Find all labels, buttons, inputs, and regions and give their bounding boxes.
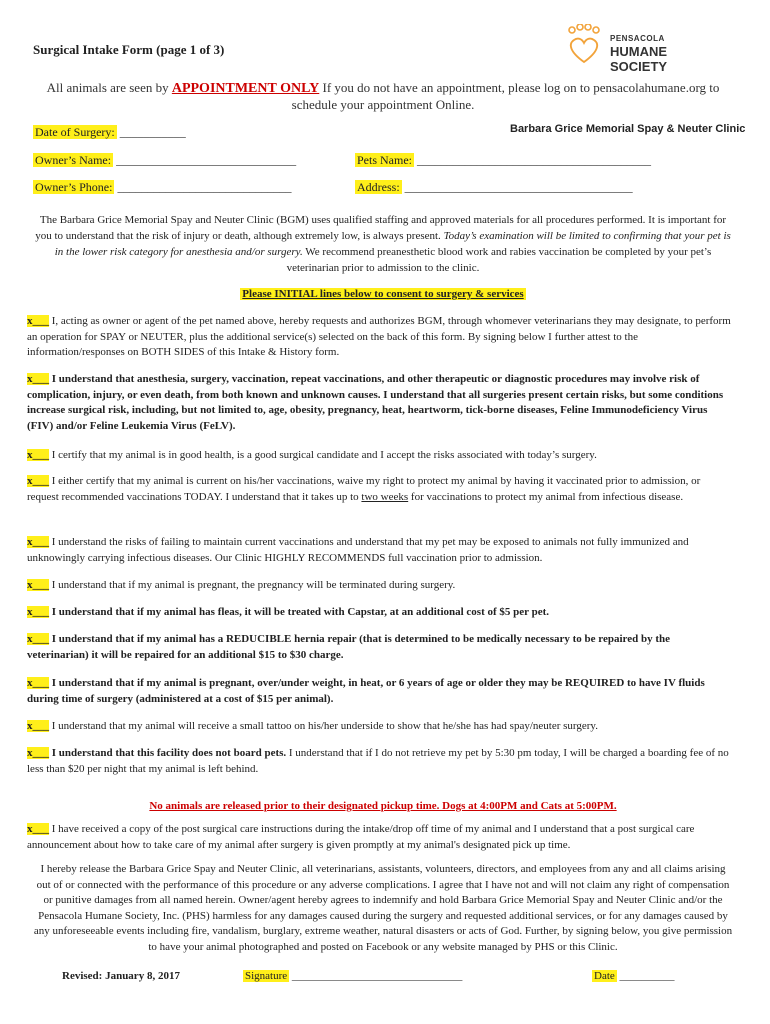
release-notice-wrap xyxy=(33,800,733,812)
owner-phone-blank: _____________________________ xyxy=(117,180,292,194)
logo-line2: HUMANE SOCIETY xyxy=(610,44,668,74)
initial-box[interactable]: x___ xyxy=(27,373,49,385)
owner-phone-field[interactable] xyxy=(33,180,291,195)
paw-heart-icon xyxy=(560,24,608,66)
consent-text: I understand that my animal will receive a small tattoo on his/her underside to show that he/she has had spay/neuter surgery. xyxy=(51,720,598,732)
initial-box[interactable]: x___ xyxy=(27,475,49,487)
consent-item-7 xyxy=(27,605,732,621)
appointment-only: APPOINTMENT ONLY xyxy=(171,81,320,96)
consent-item-2 xyxy=(27,372,732,434)
initial-box[interactable]: x___ xyxy=(27,536,49,548)
initial-box[interactable]: x___ xyxy=(27,633,49,645)
consent-text: I understand the risks of failing to maintain current vaccinations and understand that my pet may be exposed to animals not fully immunized and unknowingly carrying infectious diseases. Our Clinic HIGHLY RECOMMENDS full vaccination prior to admission. xyxy=(27,536,689,564)
consent-text: I understand that if my animal is pregnant, the pregnancy will be terminated during surgery. xyxy=(51,579,456,591)
consent-text-a: I understand that this facility does not board pets. xyxy=(51,747,287,759)
pets-name-label: Pets Name: xyxy=(357,153,412,167)
two-weeks-text: two weeks xyxy=(361,490,409,503)
form-title: Surgical Intake Form (page 1 of 3) xyxy=(33,42,225,57)
consent-text-a: I either certify that my animal is current on his/her vaccinations, waive my right to protect my animal by having it vaccinated prior to admission, or request recommended vaccinations TODAY. I understand that it takes up to xyxy=(27,475,701,503)
intro-part2: Today’s examination will be limited to confirming that your pet is in the lower risk category for anesthesia and/or surgery. xyxy=(54,230,731,258)
date-of-surgery-blank: ___________ xyxy=(119,125,186,139)
signature-field[interactable] xyxy=(243,970,462,982)
consent-text-b: for vaccinations to protect my animal from infectious disease. xyxy=(410,490,684,503)
pets-name-blank: _______________________________________ xyxy=(417,153,651,167)
release-notice: No animals are released prior to their designated pickup time. Dogs at 4:00PM and Cats at 5:00PM. xyxy=(149,800,617,812)
date-blank: __________ xyxy=(619,970,675,982)
appointment-prefix: All animals are seen by xyxy=(46,80,169,95)
consent-text: I understand that if my animal has fleas, it will be treated with Capstar, at an additional cost of $5 per pet. xyxy=(51,606,550,618)
date-field[interactable] xyxy=(592,970,675,982)
appointment-notice xyxy=(33,80,733,113)
signature-label: Signature xyxy=(245,970,288,982)
date-of-surgery-field[interactable] xyxy=(33,125,186,140)
clinic-name: Barbara Grice Memorial Spay & Neuter Clinic xyxy=(510,123,746,135)
consent-text: I understand that if my animal has a REDUCIBLE hernia repair (that is determined to be medically necessary to be repaired by the veterinarian) it will be repaired for an additional $15 to $30 charge. xyxy=(27,633,670,661)
initial-box[interactable]: x___ xyxy=(27,606,49,618)
consent-text: I understand that if my animal is pregnant, over/under weight, in heat, or 6 years of age or older they may be REQUIRED to have IV fluids during time of surgery (administered at a cost of $15 per animal). xyxy=(27,677,705,705)
post-care-text: I have received a copy of the post surgical care instructions during the intake/drop off time of my animal and I understand that a post surgical care announcement about how to take care of my animal after surgery is given promptly at my animal's designated pick up time. xyxy=(27,823,695,851)
consent-text: I, acting as owner or agent of the pet named above, hereby requests and authorizes BGM, through whomever veterinarians they may designate, to perform an operation for SPAY or NEUTER, plus the additional service(s) selected on the back of this form. By signing below I further attest to the information/responses on BOTH SIDES of this Intake & History form. xyxy=(27,315,731,358)
post-care-item xyxy=(27,822,732,853)
appointment-line2: schedule your appointment Online. xyxy=(291,97,475,112)
consent-text-b: I understand that if I do not retrieve my pet by 5:30 pm today, I will be charged a boarding fee of no less than $20 per night that my animal is left behind. xyxy=(27,747,729,775)
owner-name-field[interactable] xyxy=(33,153,296,168)
initial-box[interactable]: x___ xyxy=(27,579,49,591)
signature-blank: _______________________________ xyxy=(291,970,463,982)
consent-text: I certify that my animal is in good health, is a good surgical candidate and I accept the risks associated with today’s surgery. xyxy=(51,449,597,461)
consent-item-9 xyxy=(27,676,732,707)
date-of-surgery-label: Date of Surgery: xyxy=(35,125,115,139)
release-paragraph: I hereby release the Barbara Grice Spay and Neuter Clinic, all veterinarians, assistants, volunteers, directors, and employees from any and all claims arising out of or connected with the performance of this procedure or any adverse complications. I agree that I have not and will not claim any right of compensation or punitive damages from all named herein. Owner/agent hereby agrees to indemnify and hold Barbara Grice Memorial Spay and Neuter Clinic and/or the Pensacola Humane Society, Inc. (PHS) harmless for any damages caused during the surgery and requested additional services, or for any damages caused by any unforeseeable events including fire, vandalism, burglary, extreme weather, natural disasters or acts of God. Further, by signing below, you give permission to have your animal photographed and posted on Facebook or any website managed by PHS or this Clinic. xyxy=(33,863,733,953)
initial-box[interactable]: x___ xyxy=(27,677,49,689)
humane-society-logo xyxy=(560,24,720,74)
initial-banner-wrap xyxy=(33,288,733,300)
initial-box[interactable]: x___ xyxy=(27,720,49,732)
intro-part3: We recommend preanesthetic blood work and rabies vaccination be completed by your pet’s veterinarian prior to admission to the clinic. xyxy=(286,246,712,274)
revised-date: Revised: January 8, 2017 xyxy=(62,970,180,982)
address-field[interactable] xyxy=(355,180,633,195)
initial-box[interactable]: x___ xyxy=(27,747,49,759)
consent-item-1 xyxy=(27,314,732,361)
initial-box[interactable]: x___ xyxy=(27,449,49,461)
pets-name-field[interactable] xyxy=(355,153,651,168)
consent-item-5 xyxy=(27,535,732,566)
address-blank: ______________________________________ xyxy=(404,180,633,194)
intro-paragraph xyxy=(33,212,733,276)
owner-name-label: Owner’s Name: xyxy=(35,153,112,167)
consent-item-11 xyxy=(27,746,732,777)
consent-text: I understand that anesthesia, surgery, vaccination, repeat vaccinations, and other therapeutic or diagnostic procedures may involve risk of complication, injury, or even death, from both known and unknown causes. I understand that all surgeries present certain risks, but some conditions increase surgical risk, including, but not limited to, age, obesity, pregnancy, heat, heartworm, tick-borne diseases, Feline Immunodeficiency Virus (FIV) and/or Feline Leukemia Virus (FeLV). xyxy=(27,373,724,432)
consent-item-3 xyxy=(27,448,732,464)
owner-phone-label: Owner’s Phone: xyxy=(35,180,113,194)
date-label: Date xyxy=(594,970,615,982)
logo-line1: PENSACOLA xyxy=(610,34,665,43)
consent-item-8 xyxy=(27,632,732,663)
initial-box[interactable]: x___ xyxy=(27,315,49,327)
address-label: Address: xyxy=(357,180,400,194)
appointment-suffix: If you do not have an appointment, please log on to pensacolahumane.org to xyxy=(322,80,720,95)
intro-part1: The Barbara Grice Memorial Spay and Neuter Clinic (BGM) uses qualified staffing and approved materials for all procedures performed. It is important for you to understand that the risk of injury or death, although extremely low, is always present. xyxy=(35,214,727,242)
consent-item-6 xyxy=(27,578,732,594)
initial-box[interactable]: x___ xyxy=(27,823,49,835)
initial-banner: Please INITIAL lines below to consent to surgery & services xyxy=(242,288,524,300)
consent-item-10 xyxy=(27,719,732,735)
consent-item-4 xyxy=(27,474,732,505)
owner-name-blank: ______________________________ xyxy=(116,153,297,167)
